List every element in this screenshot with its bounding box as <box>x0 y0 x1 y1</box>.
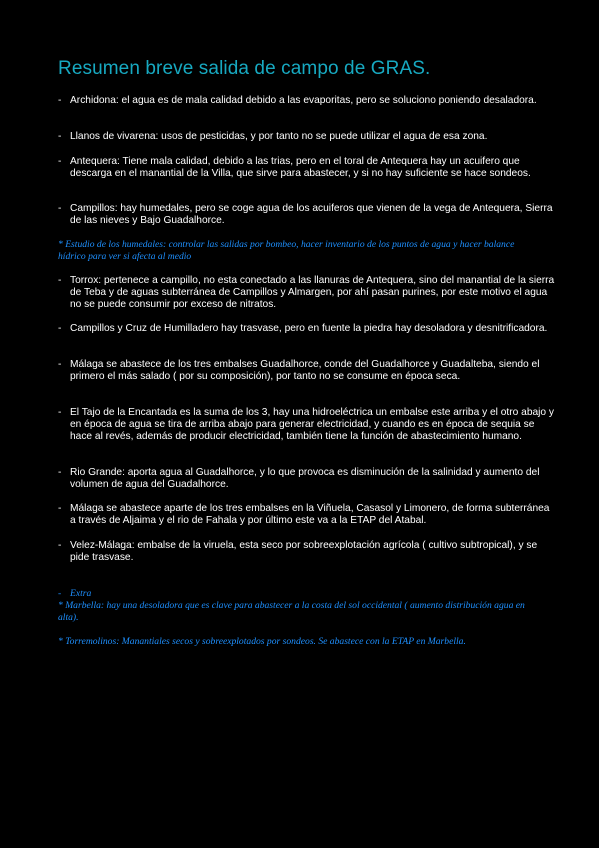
bullet-dash: - <box>58 503 62 514</box>
list-item-antequera <box>58 156 557 180</box>
list-item-malaga-embalses <box>58 359 557 383</box>
note-torremolinos <box>58 636 538 648</box>
note-text: * Marbella: hay una desoladora que es clave para abastecer a la costa del sol occidental ( aumento distribución agua en alta). <box>58 600 525 623</box>
note-humedales <box>58 239 538 262</box>
bullet-dash: - <box>58 407 62 418</box>
list-item-malaga-vinuela <box>58 503 557 527</box>
extra-heading <box>58 588 91 600</box>
bullet-dash: - <box>58 588 62 599</box>
list-item-text: Málaga se abastece de los tres embalses Guadalhorce, conde del Guadalhorce y Guadalteba, siendo el primero el más salado ( por su composición), por tanto no se consume en época seca. <box>70 359 540 382</box>
extra-label: Extra <box>70 588 92 599</box>
list-item-text: Archidona: el agua es de mala calidad debido a las evaporitas, pero se soluciono poniendo desaladora. <box>70 95 537 106</box>
bullet-dash: - <box>58 467 62 478</box>
list-item-velez-malaga <box>58 540 557 564</box>
page-title: Resumen breve salida de campo de GRAS. <box>58 58 431 79</box>
list-item-torrox <box>58 275 557 310</box>
list-item-tajo-encantada <box>58 407 557 442</box>
list-item-llanos <box>58 131 557 143</box>
list-item-text: Velez-Málaga: embalse de la viruela, esta seco por sobreexplotación agrícola ( cultivo subtropical), y se pide trasvase. <box>70 540 538 563</box>
note-marbella <box>58 600 538 623</box>
list-item-text: Rio Grande: aporta agua al Guadalhorce, y lo que provoca es disminución de la salinidad y aumento del volumen de agua del Guadalhorce. <box>70 467 540 490</box>
bullet-dash: - <box>58 359 62 370</box>
bullet-dash: - <box>58 540 62 551</box>
list-item-text: Torrox: pertenece a campillo, no esta conectado a las llanuras de Antequera, sino del manantial de la sierra de Teba y de aguas subterránea de Campillos y Almargen, por ahí pasan purines, por este motivo el agua no se puede consumir por exceso de nitratos. <box>70 275 555 310</box>
note-text: * Torremolinos: Manantiales secos y sobreexplotados por sondeos. Se abastece con la ETAP en Marbella. <box>58 636 466 647</box>
bullet-dash: - <box>58 95 62 106</box>
bullet-dash: - <box>58 275 62 286</box>
note-text: * Estudio de los humedales: controlar las salidas por bombeo, hacer inventario de los puntos de agua y hacer balance hídrico para ver si afecta al medio <box>58 239 515 262</box>
list-item-text: Llanos de vivarena: usos de pesticidas, y por tanto no se puede utilizar el agua de esa zona. <box>70 131 488 142</box>
bullet-dash: - <box>58 203 62 214</box>
list-item-text: Málaga se abastece aparte de los tres embalses en la Viñuela, Casasol y Limonero, de forma subterránea a través de Aljaima y el rio de Fahala y por último este va a la ETAP del Atabal. <box>70 503 550 526</box>
list-item-text: Campillos y Cruz de Humilladero hay trasvase, pero en fuente la piedra hay desoladora y desnitrificadora. <box>70 323 548 334</box>
list-item-text: El Tajo de la Encantada es la suma de los 3, hay una hidroeléctrica un embalse este arriba y el otro abajo y en época de agua se tira de arriba abajo para generar electricidad, y cuando es en época de sequia se hace al revés, además de producir electricidad, también tiene la función de abastecimiento humano. <box>70 407 555 442</box>
list-item-campillos <box>58 203 557 227</box>
bullet-dash: - <box>58 323 62 334</box>
list-item-archidona <box>58 95 557 107</box>
list-item-text: Antequera: Tiene mala calidad, debido a las trias, pero en el toral de Antequera hay un acuifero que descarga en el manantial de la Villa, que sirve para abastecer, y si no hay suficiente se hace sondeos. <box>70 156 531 179</box>
bullet-dash: - <box>58 131 62 142</box>
list-item-rio-grande <box>58 467 557 491</box>
bullet-dash: - <box>58 156 62 167</box>
list-item-text: Campillos: hay humedales, pero se coge agua de los acuiferos que vienen de la vega de Antequera, Sierra de las nieves y Bajo Guadalhorce. <box>70 203 553 226</box>
list-item-campillos-cruz <box>58 323 557 335</box>
